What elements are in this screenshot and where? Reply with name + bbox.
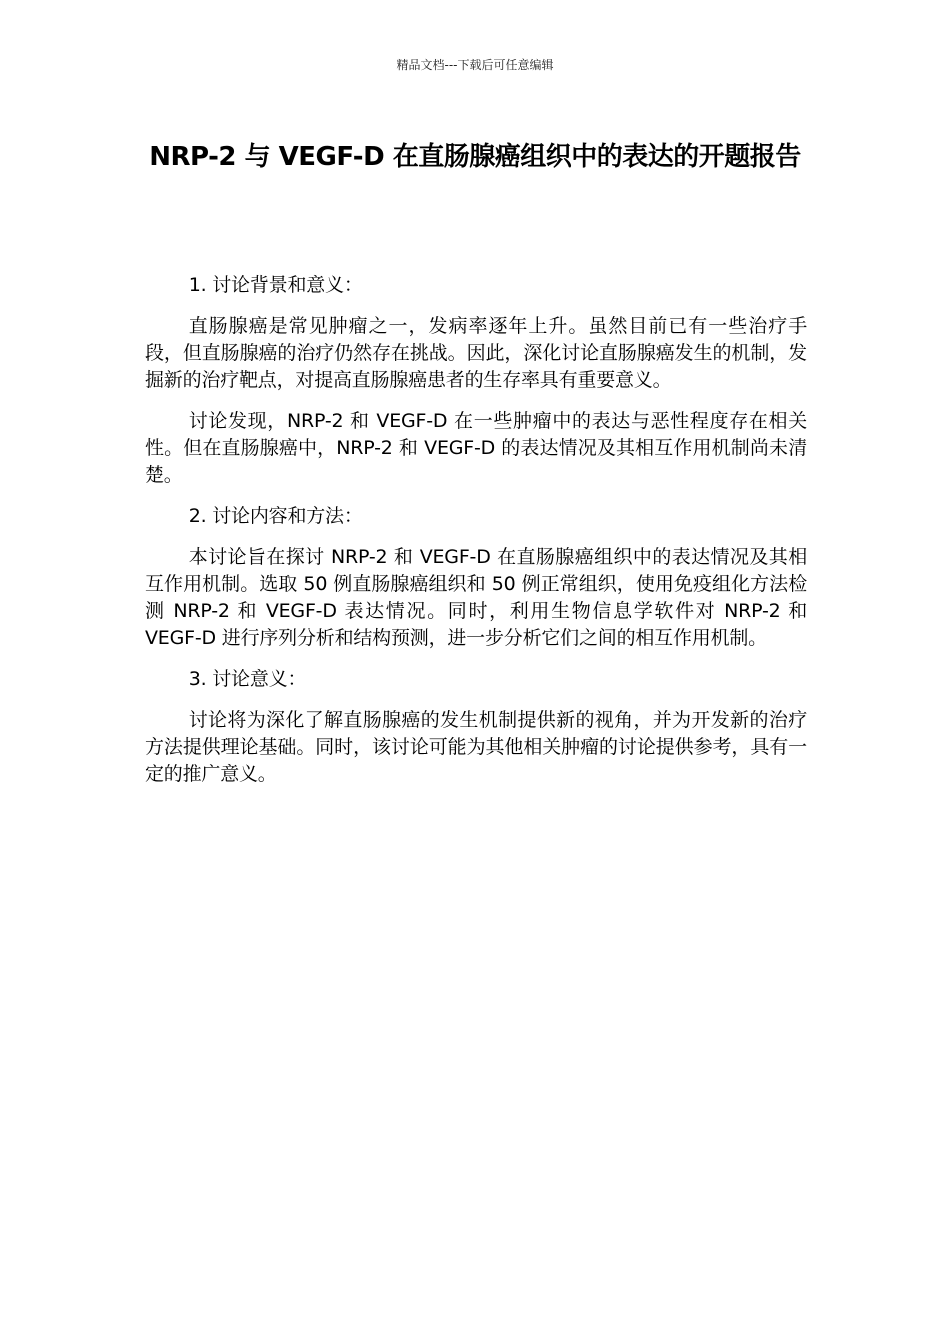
section-heading-background: 1. 讨论背景和意义： — [188, 274, 363, 296]
document-body — [145, 272, 807, 802]
paragraph-significance: 讨论将为深化了解直肠腺癌的发生机制提供新的视角，并为开发新的治疗方法提供理论基础。同时，该讨论可能为其他相关肿瘤的讨论提供参考，具有一定的推广意义。 — [145, 709, 807, 785]
paragraph-methods: 本讨论旨在探讨 NRP-2 和 VEGF-D 在直肠腺癌组织中的表达情况及其相互作用机制。选取 50 例直肠腺癌组织和 50 例正常组织，使用免疫组化方法检测 NRP-2 和 VEGF-D 表达情况。同时，利用生物信息学软件对 NRP-2 和 VEGF-D 进行序列分析和结构预测，进一步分析它们之间的相互作用机制。 — [145, 546, 807, 649]
paragraph-findings: 讨论发现，NRP-2 和 VEGF-D 在一些肿瘤中的表达与恶性程度存在相关性。但在直肠腺癌中，NRP-2 和 VEGF-D 的表达情况及其相互作用机制尚未清楚。 — [145, 410, 807, 486]
document-title: NRP-2 与 VEGF-D 在直肠腺癌组织中的表达的开题报告 — [149, 142, 801, 172]
section-heading-methods: 2. 讨论内容和方法： — [188, 505, 363, 527]
paragraph-background: 直肠腺癌是常见肿瘤之一，发病率逐年上升。虽然目前已有一些治疗手段，但直肠腺癌的治疗仍然存在挑战。因此，深化讨论直肠腺癌发生的机制，发掘新的治疗靶点，对提高直肠腺癌患者的生存率具有重要意义。 — [145, 315, 807, 391]
page-header-note: 精品文档---下载后可任意编辑 — [396, 58, 554, 72]
section-heading-significance: 3. 讨论意义： — [188, 668, 307, 690]
